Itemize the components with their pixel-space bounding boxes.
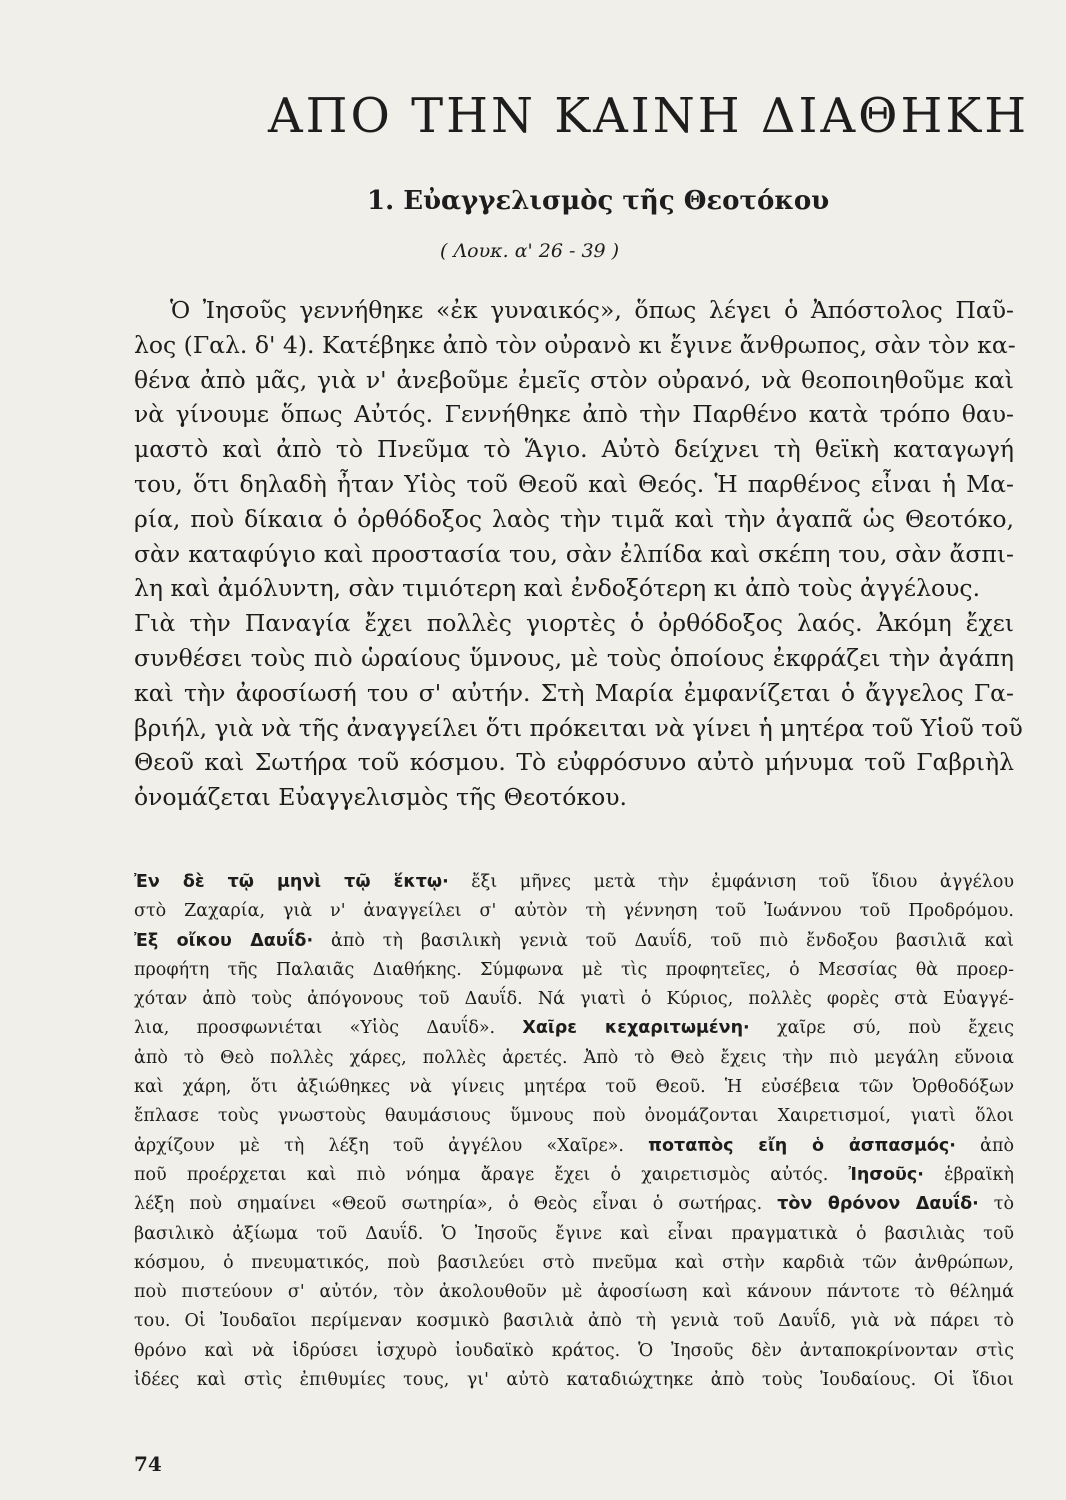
- note-text: ἀρχίζουν μὲ τὴ λέξη τοῦ ἀγγέλου «Χαῖρε».: [134, 1135, 649, 1156]
- note-text: ἀπὸ τὴ βασιλικὴ γενιὰ τοῦ Δαυΐδ, τοῦ πιὸ ἔνδοξου βασιλιᾶ καὶ: [313, 930, 1014, 951]
- note-line: [134, 927, 1014, 956]
- main-text-line: λη καὶ ἀμόλυντη, σὰν τιμιότερη καὶ ἐνδοξότερη κι ἀπὸ τοὺς ἀγγέλους.: [134, 574, 981, 603]
- note-text: ποὺ πιστεύουν σ' αὐτόν, τὸν ἀκολουθοῦν μὲ ἀφοσίωση καὶ κάνουν πάντοτε τὸ θέλημά: [134, 1282, 1014, 1303]
- note-text: βασιλικὸ ἀξίωμα τοῦ Δαυΐδ. Ὁ Ἰησοῦς ἔγινε καὶ εἶναι πραγματικὰ ὁ βασιλιὰς τοῦ: [134, 1223, 1014, 1244]
- note-text: λέξη ποὺ σημαίνει «Θεοῦ σωτηρία», ὁ Θεὸς εἶναι ὁ σωτήρας.: [134, 1194, 778, 1215]
- note-text: ἀπὸ: [955, 1135, 1015, 1156]
- note-line: [134, 1249, 1014, 1278]
- note-term: ποταπὸς εἴη ὁ ἀσπασμός·: [648, 1135, 956, 1156]
- note-term: Ἰησοῦς·: [848, 1164, 924, 1185]
- note-text: προφήτη τῆς Παλαιᾶς Διαθήκης. Σύμφωνα μὲ τὶς προφητεῖες, ὁ Μεσσίας θὰ προερ-: [134, 959, 1014, 980]
- note-line: [134, 1220, 1014, 1249]
- note-line: [134, 1044, 1014, 1073]
- note-text: ἔπλασε τοὺς γνωστοὺς θαυμάσιους ὕμνους ποὺ ὀνομάζονται Χαιρετισμοί, γιατὶ ὅλοι: [134, 1106, 1014, 1127]
- note-term: Χαῖρε κεχαριτωμένη·: [522, 1018, 750, 1039]
- main-text-line: ρία, ποὺ δίκαια ὁ ὀρθόδοξος λαὸς τὴν τιμᾶ καὶ τὴν ἀγαπᾶ ὡς Θεοτόκο,: [134, 504, 1014, 533]
- note-text: τὸ: [978, 1194, 1015, 1215]
- note-line: [134, 1307, 1014, 1336]
- note-text: στὸ Ζαχαρία, γιὰ ν' ἀναγγείλει σ' αὐτὸν τὴ γέννηση τοῦ Ἰωάννου τοῦ Προδρόμου.: [134, 901, 1014, 922]
- main-text-line: Θεοῦ καὶ Σωτήρα τοῦ κόσμου. Τὸ εὐφρόσυνο αὐτὸ μήνυμα τοῦ Γαβριὴλ: [134, 748, 1014, 777]
- main-text-line: του, ὅτι δηλαδὴ ἦταν Υἱὸς τοῦ Θεοῦ καὶ Θεός. Ἡ παρθένος εἶναι ἡ Μα-: [134, 469, 1014, 498]
- note-line: [134, 897, 1014, 926]
- main-text-line: Γιὰ τὴν Παναγία ἔχει πολλὲς γιορτὲς ὁ ὀρθόδοξος λαός. Ἀκόμη ἔχει: [134, 609, 1014, 638]
- page-number: 74: [134, 1452, 162, 1476]
- chapter-heading: 1. Εὐαγγελισμὸς τῆς Θεοτόκου: [367, 186, 830, 216]
- main-text-line: Ὁ Ἰησοῦς γεννήθηκε «ἐκ γυναικός», ὅπως λέγει ὁ Ἀπόστολος Παῦ-: [170, 296, 1014, 324]
- main-text-line: θένα ἀπὸ μᾶς, γιὰ ν' ἀνεβοῦμε ἐμεῖς στὸν οὐρανό, νὰ θεοποιηθοῦμε καὶ: [134, 365, 1014, 394]
- scripture-reference: ( Λουκ. α' 26 - 39 ): [440, 240, 620, 262]
- note-line: [134, 1132, 1014, 1161]
- note-line: [134, 1366, 1014, 1395]
- main-text-line: καὶ τὴν ἀφοσίωσή του σ' αὐτήν. Στὴ Μαρία ἐμφανίζεται ὁ ἄγγελος Γα-: [134, 678, 1014, 707]
- note-line: [134, 956, 1014, 985]
- main-text-line: μαστὸ καὶ ἀπὸ τὸ Πνεῦμα τὸ Ἅγιο. Αὐτὸ δείχνει τὴ θεϊκὴ καταγωγή: [134, 435, 1014, 464]
- note-text: ἑβραϊκὴ: [923, 1164, 1014, 1185]
- note-line: [134, 1161, 1014, 1190]
- note-term: Ἐν δὲ τῷ μηνὶ τῷ ἕκτῳ·: [134, 872, 449, 892]
- main-text-line: νὰ γίνουμε ὅπως Αὐτός. Γεννήθηκε ἀπὸ τὴν Παρθένο κατὰ τρόπο θαυ-: [134, 400, 1014, 429]
- main-text-line: συνθέσει τοὺς πιὸ ὡραίους ὕμνους, μὲ τοὺς ὁποίους ἐκφράζει τὴν ἀγάπη: [134, 643, 1014, 672]
- note-text: καὶ χάρη, ὅτι ἀξιώθηκες νὰ γίνεις μητέρα τοῦ Θεοῦ. Ἡ εὐσέβεια τῶν Ὀρθοδόξων: [134, 1077, 1014, 1098]
- note-line: [134, 985, 1014, 1014]
- note-text: ἔξι μῆνες μετὰ τὴν ἐμφάνιση τοῦ ἴδιου ἀγγέλου: [448, 872, 1014, 892]
- note-text: χόταν ἀπὸ τοὺς ἀπόγονους τοῦ Δαυΐδ. Νά γιατὶ ὁ Κύριος, πολλὲς φορὲς στὰ Εὐαγγέ-: [134, 989, 1014, 1010]
- note-term: τὸν θρόνον Δαυΐδ·: [777, 1194, 979, 1215]
- note-text: ἰδέες καὶ στὶς ἐπιθυμίες τους, γι' αὐτὸ καταδιώχτηκε ἀπὸ τοὺς Ἰουδαίους. Οἱ ἴδιοι: [134, 1370, 1014, 1391]
- note-text: χαῖρε σύ, ποὺ ἔχεις: [749, 1018, 1014, 1039]
- note-text: ἀπὸ τὸ Θεὸ πολλὲς χάρες, πολλὲς ἀρετές. Ἀπὸ τὸ Θεὸ ἔχεις τὴν πιὸ μεγάλη εὔνοια: [134, 1047, 1014, 1068]
- note-line: [134, 1190, 1014, 1219]
- note-line: [134, 1102, 1014, 1131]
- note-term: Ἐξ οἴκου Δαυΐδ·: [134, 930, 314, 951]
- note-text: κόσμου, ὁ πνευματικός, ποὺ βασιλεύει στὸ πνεῦμα καὶ στὴν καρδιὰ τῶν ἀνθρώπων,: [134, 1252, 1014, 1273]
- main-text: [134, 293, 1023, 815]
- main-text-line: βριήλ, γιὰ νὰ τῆς ἀναγγείλει ὅτι πρόκειται νὰ γίνει ἡ μητέρα τοῦ Υἱοῦ τοῦ: [134, 713, 1023, 742]
- main-text-line: σὰν καταφύγιο καὶ προστασία του, σὰν ἐλπίδα καὶ σκέπη του, σὰν ἄσπι-: [134, 539, 1014, 568]
- note-line: [134, 1337, 1014, 1366]
- note-text: ποῦ προέρχεται καὶ πιὸ νόημα ἄραγε ἔχει ὁ χαιρετισμὸς αὐτός.: [134, 1164, 849, 1185]
- note-text: λια, προσφωνιέται «Υἱὸς Δαυΐδ».: [134, 1018, 523, 1039]
- note-line: [134, 1073, 1014, 1102]
- main-text-line: λος (Γαλ. δ' 4). Κατέβηκε ἀπὸ τὸν οὐρανὸ κι ἔγινε ἄνθρωπος, σὰν τὸν κα-: [134, 330, 1016, 359]
- note-line: [134, 1014, 1014, 1043]
- note-line: [134, 868, 1014, 897]
- commentary-notes: [134, 868, 1014, 1395]
- section-title: ΑΠΟ ΤΗΝ ΚΑΙΝΗ ΔΙΑΘΗΚΗ: [268, 88, 1030, 144]
- note-text: του. Οἱ Ἰουδαῖοι περίμεναν κοσμικὸ βασιλιὰ ἀπὸ τὴ γενιὰ τοῦ Δαυΐδ, γιὰ νὰ πάρει τὸ: [134, 1311, 1014, 1332]
- main-text-line: ὀνομάζεται Εὐαγγελισμὸς τῆς Θεοτόκου.: [134, 783, 628, 812]
- note-text: θρόνο καὶ νὰ ἱδρύσει ἰσχυρὸ ἰουδαϊκὸ κράτος. Ὁ Ἰησοῦς δὲν ἀνταποκρίνονταν στὶς: [134, 1340, 1014, 1361]
- note-line: [134, 1278, 1014, 1307]
